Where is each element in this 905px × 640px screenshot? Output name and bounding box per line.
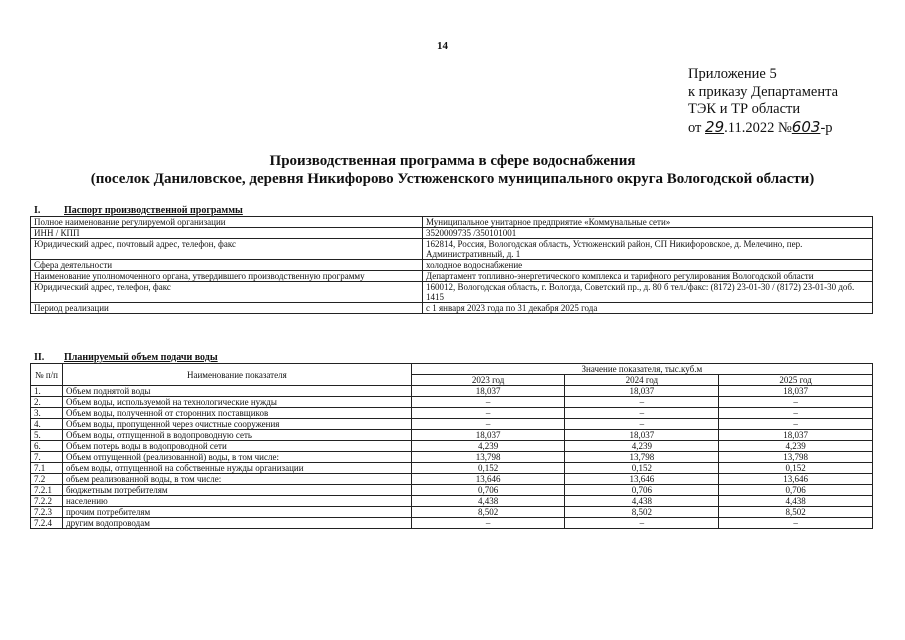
passport-value: Муниципальное унитарное предприятие «Коммунальные сети» bbox=[423, 217, 873, 228]
row-number: 3. bbox=[31, 408, 63, 419]
row-value: 4,239 bbox=[411, 441, 565, 452]
row-number: 7.2.4 bbox=[31, 518, 63, 529]
passport-label: Период реализации bbox=[31, 303, 423, 314]
row-value: 0,152 bbox=[719, 463, 873, 474]
row-value: 4,438 bbox=[411, 496, 565, 507]
row-number: 7. bbox=[31, 452, 63, 463]
row-value: 13,646 bbox=[565, 474, 719, 485]
row-value: – bbox=[411, 419, 565, 430]
row-indicator-name: Объем воды, полученной от сторонних поставщиков bbox=[62, 408, 411, 419]
row-indicator-name: другим водопроводам bbox=[62, 518, 411, 529]
table-row bbox=[31, 507, 873, 518]
passport-value: 162814, Россия, Вологодская область, Устюженский район, СП Никифоровское, д. Мелечино, пер. Административный, д. 1 bbox=[423, 239, 873, 260]
row-value: 0,706 bbox=[411, 485, 565, 496]
passport-label: Юридический адрес, почтовый адрес, телефон, факс bbox=[31, 239, 423, 260]
passport-label: Юридический адрес, телефон, факс bbox=[31, 282, 423, 303]
row-number: 7.1 bbox=[31, 463, 63, 474]
section2-title: Планируемый объем подачи воды bbox=[64, 352, 218, 363]
row-indicator-name: прочим потребителям bbox=[62, 507, 411, 518]
row-indicator-name: объем реализованной воды, в том числе: bbox=[62, 474, 411, 485]
passport-value: с 1 января 2023 года по 31 декабря 2025 года bbox=[423, 303, 873, 314]
passport-value: Департамент топливно-энергетического комплекса и тарифного регулирования Вологодской области bbox=[423, 271, 873, 282]
row-indicator-name: бюджетным потребителям bbox=[62, 485, 411, 496]
passport-label: Наименование уполномоченного органа, утвердившего производственную программу bbox=[31, 271, 423, 282]
row-value: 18,037 bbox=[565, 430, 719, 441]
row-value: 18,037 bbox=[565, 386, 719, 397]
row-value: 0,706 bbox=[719, 485, 873, 496]
row-number: 7.2 bbox=[31, 474, 63, 485]
date-day: 29 bbox=[705, 117, 725, 136]
row-number: 7.2.1 bbox=[31, 485, 63, 496]
table-row bbox=[31, 474, 873, 485]
row-number: 7.2.3 bbox=[31, 507, 63, 518]
row-value: – bbox=[411, 397, 565, 408]
row-value: – bbox=[719, 397, 873, 408]
row-number: 2. bbox=[31, 397, 63, 408]
row-indicator-name: населению bbox=[62, 496, 411, 507]
row-value: – bbox=[719, 518, 873, 529]
row-value: 4,438 bbox=[565, 496, 719, 507]
passport-row bbox=[31, 228, 873, 239]
passport-label: ИНН / КПП bbox=[31, 228, 423, 239]
table-row bbox=[31, 408, 873, 419]
row-value: 13,646 bbox=[411, 474, 565, 485]
col-number-header: № п/п bbox=[31, 364, 63, 386]
passport-value: 160012, Вологодская область, г. Вологда, Советский пр., д. 80 б тел./факс: (8172) 23-01-30 / (8172) 23-01-30 доб. 1415 bbox=[423, 282, 873, 303]
row-value: 13,798 bbox=[719, 452, 873, 463]
row-indicator-name: Объем отпущенной (реализованной) воды, в том числе: bbox=[62, 452, 411, 463]
row-value: 13,798 bbox=[411, 452, 565, 463]
order-number: 603 bbox=[791, 117, 821, 136]
row-number: 5. bbox=[31, 430, 63, 441]
date-rest: .11.2022 № bbox=[724, 119, 792, 136]
table-row bbox=[31, 452, 873, 463]
row-number: 1. bbox=[31, 386, 63, 397]
passport-row bbox=[31, 271, 873, 282]
appendix-block bbox=[688, 66, 838, 137]
row-value: 18,037 bbox=[411, 386, 565, 397]
row-indicator-name: Объем потерь воды в водопроводной сети bbox=[62, 441, 411, 452]
col-name-header: Наименование показателя bbox=[62, 364, 411, 386]
row-indicator-name: Объем воды, пропущенной через очистные сооружения bbox=[62, 419, 411, 430]
section1-number: I. bbox=[34, 205, 41, 216]
row-indicator-name: Объем воды, используемой на технологические нужды bbox=[62, 397, 411, 408]
row-value: – bbox=[565, 518, 719, 529]
year-header: 2023 год bbox=[411, 375, 565, 386]
row-number: 6. bbox=[31, 441, 63, 452]
row-value: 13,798 bbox=[565, 452, 719, 463]
document-title: Производственная программа в сфере водоснабжения bbox=[269, 153, 636, 169]
section1-title: Паспорт производственной программы bbox=[64, 205, 243, 216]
row-value: 4,239 bbox=[719, 441, 873, 452]
year-header: 2024 год bbox=[565, 375, 719, 386]
table-row bbox=[31, 463, 873, 474]
passport-row bbox=[31, 260, 873, 271]
row-indicator-name: Объем поднятой воды bbox=[62, 386, 411, 397]
table-row bbox=[31, 430, 873, 441]
water-volume-table bbox=[30, 363, 873, 529]
row-value: – bbox=[565, 408, 719, 419]
row-value: 18,037 bbox=[719, 430, 873, 441]
row-value: – bbox=[719, 419, 873, 430]
row-value: – bbox=[719, 408, 873, 419]
row-value: – bbox=[411, 518, 565, 529]
row-value: 4,438 bbox=[719, 496, 873, 507]
col-value-header: Значение показателя, тыс.куб.м bbox=[411, 364, 872, 375]
section1-heading bbox=[34, 205, 243, 216]
appendix-line3: ТЭК и ТР области bbox=[688, 101, 801, 117]
row-value: 8,502 bbox=[411, 507, 565, 518]
table-row bbox=[31, 419, 873, 430]
row-value: 13,646 bbox=[719, 474, 873, 485]
passport-value: 3520009735 /350101001 bbox=[423, 228, 873, 239]
year-header: 2025 год bbox=[719, 375, 873, 386]
table-row bbox=[31, 441, 873, 452]
row-value: 0,706 bbox=[565, 485, 719, 496]
row-value: – bbox=[565, 419, 719, 430]
table-row bbox=[31, 518, 873, 529]
row-indicator-name: объем воды, отпущенной на собственные нужды организации bbox=[62, 463, 411, 474]
table-row bbox=[31, 397, 873, 408]
row-value: 18,037 bbox=[719, 386, 873, 397]
document-subtitle: (поселок Даниловское, деревня Никифорово Устюженского муниципального округа Вологодской области) bbox=[90, 171, 815, 187]
row-value: – bbox=[411, 408, 565, 419]
passport-label: Сфера деятельности bbox=[31, 260, 423, 271]
appendix-line2: к приказу Департамента bbox=[688, 83, 839, 100]
row-value: 8,502 bbox=[719, 507, 873, 518]
row-value: 4,239 bbox=[565, 441, 719, 452]
row-value: 0,152 bbox=[565, 463, 719, 474]
table-row bbox=[31, 496, 873, 507]
date-prefix: от bbox=[688, 119, 706, 136]
order-suffix: -р bbox=[820, 119, 833, 136]
table-row bbox=[31, 386, 873, 397]
row-number: 4. bbox=[31, 419, 63, 430]
row-number: 7.2.2 bbox=[31, 496, 63, 507]
passport-table bbox=[30, 216, 873, 314]
row-value: 0,152 bbox=[411, 463, 565, 474]
passport-row bbox=[31, 239, 873, 260]
section2-number: II. bbox=[34, 352, 45, 363]
section2-heading bbox=[34, 352, 218, 363]
appendix-date-line bbox=[688, 119, 838, 138]
passport-row bbox=[31, 282, 873, 303]
appendix-line1: Приложение 5 bbox=[688, 66, 777, 82]
passport-value: холодное водоснабжение bbox=[423, 260, 873, 271]
passport-label: Полное наименование регулируемой организации bbox=[31, 217, 423, 228]
passport-row bbox=[31, 303, 873, 314]
row-value: – bbox=[565, 397, 719, 408]
table-row bbox=[31, 485, 873, 496]
row-value: 18,037 bbox=[411, 430, 565, 441]
row-indicator-name: Объем воды, отпущенной в водопроводную сеть bbox=[62, 430, 411, 441]
page-number: 14 bbox=[437, 40, 448, 52]
row-value: 8,502 bbox=[565, 507, 719, 518]
passport-row bbox=[31, 217, 873, 228]
